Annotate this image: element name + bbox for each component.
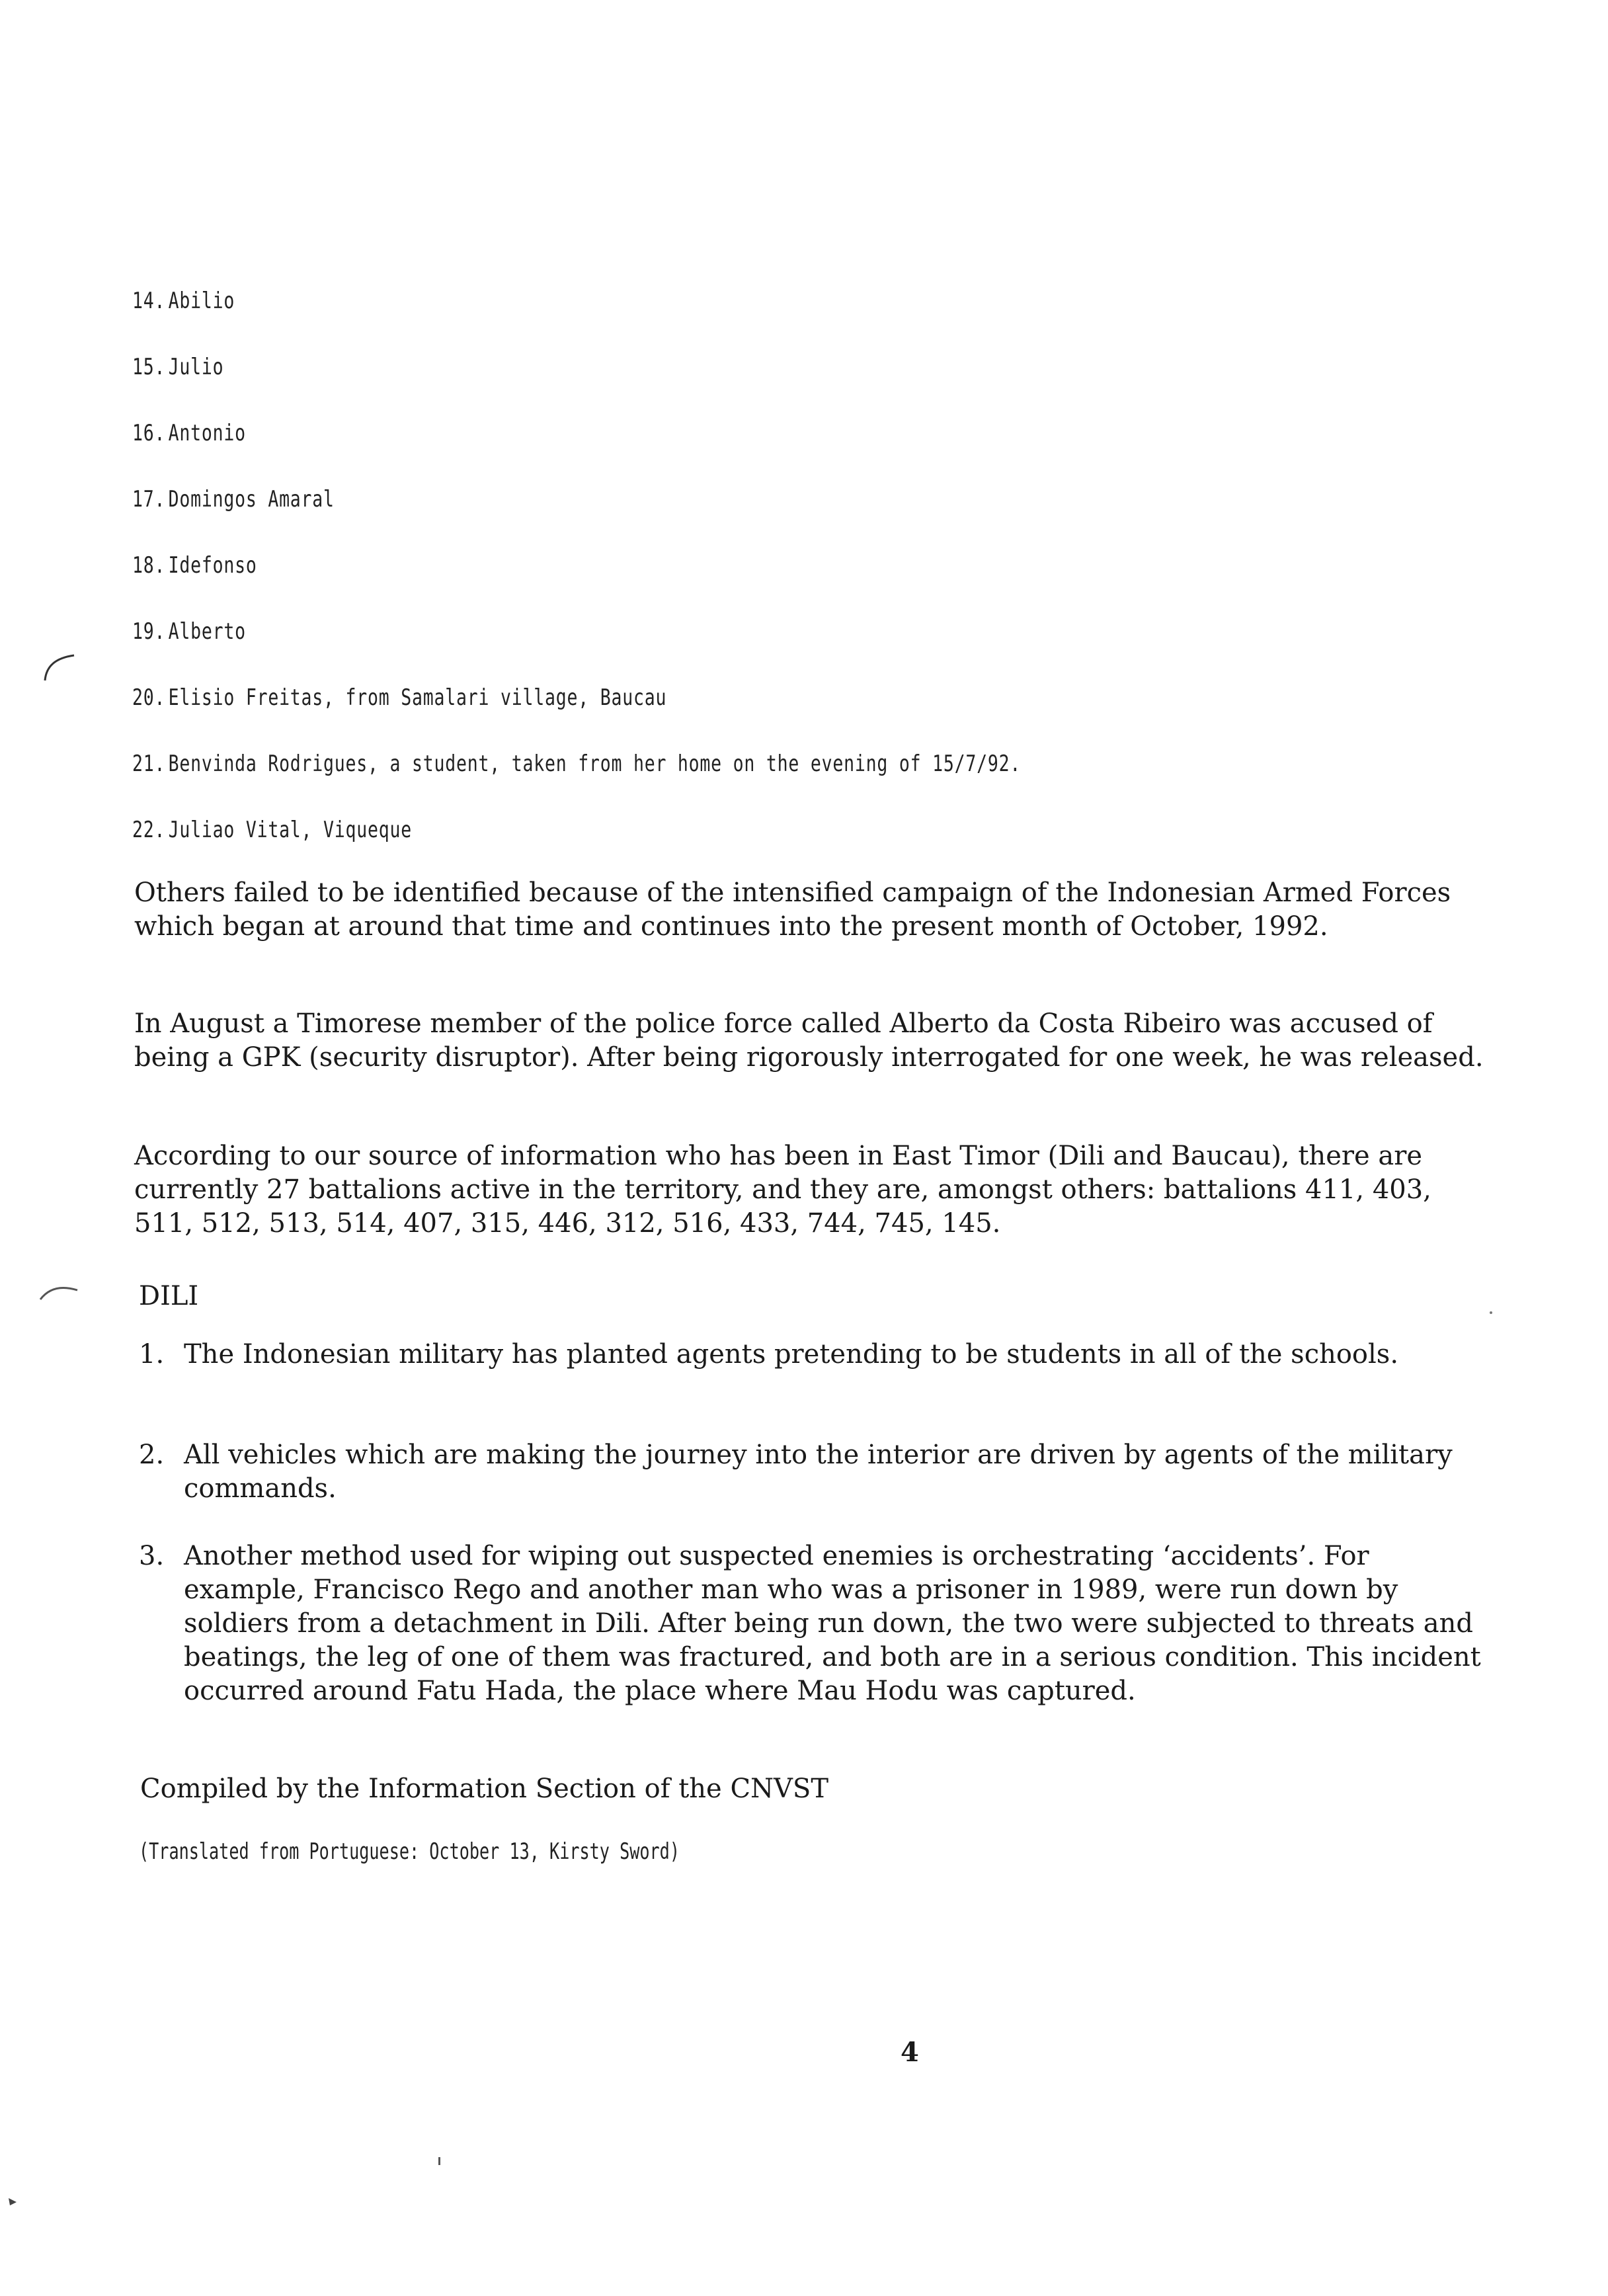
paragraph-source: According to our source of information who has been in East Timor (Dili and Baucau), there are currently 27 battalions active in the territory, and they are, amongst others: battalions 411, 403, 511, 512, 513, 514, 407, 315, 446, 312, 516, 433, 744, 745, 145. [134,1141,1431,1239]
speck-icon [436,2156,443,2169]
item-number: 16. [132,420,166,446]
point-text: Another method used for wiping out suspected enemies is orchestrating ‘accidents’. For example, Francisco Rego and another man who was a prisoner in 1989, were run down by soldiers from a detachment in Dili. After being run down, the two were subjected to threats and beatings, the leg of one of them was fractured, and both are in a serious condition. This incident occurred around Fatu Hada, the place where Mau Hodu was captured. [184,1541,1481,1706]
dili-point-2 [139,1438,1488,1506]
point-number: 2. [139,1440,165,1470]
list-item [132,546,1112,612]
item-number: 15. [132,354,166,380]
dili-point-1 [139,1338,1488,1372]
margin-mark-icon [36,1280,83,1306]
item-text: Domingos Amaral [168,486,335,512]
point-number: 3. [139,1541,165,1571]
item-text: Juliao Vital, Viqueque [168,817,413,843]
speck-icon [7,2195,20,2209]
compiled-by-line: Compiled by the Information Section of the CNVST [140,1774,829,1804]
item-text: Elisio Freitas, from Samalari village, Baucau [168,684,667,711]
item-number: 21. [132,751,166,777]
item-number: 22. [132,817,166,843]
list-item [132,678,1112,744]
item-text: Idefonso [168,552,257,579]
paragraph-others: Others failed to be identified because of the intensified campaign of the Indonesian Armed Forces which began at around that time and continues into the present month of October, 1992. [134,878,1451,942]
item-text: Antonio [168,420,246,446]
translation-note: (Translated from Portuguese: October 13, Kirsty Sword) [139,1838,680,1865]
list-item [132,479,1112,546]
point-number: 1. [139,1339,165,1370]
item-text: Benvinda Rodrigues, a student, taken from her home on the evening of 15/7/92. [168,751,1022,777]
item-number: 14. [132,288,166,314]
point-text: The Indonesian military has planted agents pretending to be students in all of the schools. [184,1339,1399,1370]
item-number: 18. [132,552,166,579]
page-number: 4 [901,2037,919,2068]
item-text: Julio [168,354,224,380]
speck-icon [1488,1309,1494,1316]
item-number: 17. [132,486,166,512]
point-text: All vehicles which are making the journey into the interior are driven by agents of the military commands. [184,1440,1453,1504]
list-item [132,347,1112,413]
item-number: 19. [132,618,166,645]
paragraph-august: In August a Timorese member of the police force called Alberto da Costa Ribeiro was accused of being a GPK (security disruptor). After being rigorously interrogated for one week, he was released. [134,1008,1484,1073]
list-item [132,281,1112,347]
item-text: Abilio [168,288,235,314]
list-item [132,810,1112,876]
dili-point-3 [139,1539,1488,1708]
names-list [132,281,1388,876]
section-heading-dili: DILI [139,1281,199,1311]
item-text: Alberto [168,618,246,645]
item-number: 20. [132,684,166,711]
list-item [132,612,1112,678]
margin-mark-icon [40,651,79,684]
list-item [132,744,1112,810]
list-item [132,413,1112,479]
